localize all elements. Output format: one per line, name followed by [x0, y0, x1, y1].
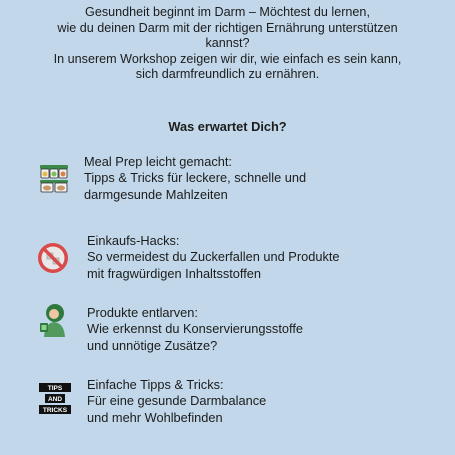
item-line: und mehr Wohlbefinden [87, 409, 223, 425]
shopper-icon [36, 303, 70, 337]
item-line: mit fragwürdigen Inhaltsstoffen [87, 265, 262, 281]
tips-tricks-icon [38, 382, 72, 416]
item-line: darmgesunde Mahlzeiten [84, 186, 228, 202]
item-line: Tipps & Tricks für leckere, schnelle und [84, 170, 307, 186]
intro-line: Gesundheit beginnt im Darm – Möchtest du lernen, [85, 5, 370, 19]
item-title: Einfache Tipps & Tricks: [87, 377, 224, 392]
item-text [87, 377, 266, 426]
badge-line-3: TRICKS [42, 407, 68, 414]
item-line: Für eine gesunde Darmbalance [87, 393, 267, 409]
badge-line-2: AND [47, 396, 63, 403]
intro-line: sich darmfreundlich zu ernähren. [135, 67, 320, 82]
item-text [87, 233, 340, 282]
intro-line: kannst? [205, 36, 250, 51]
item-title: Einkaufs-Hacks: [87, 233, 180, 248]
item-line: So vermeidest du Zuckerfallen und Produkte [87, 249, 340, 265]
item-title: Produkte entlarven: [87, 305, 198, 320]
badge-line-1: TIPS [47, 385, 63, 392]
item-text [87, 305, 303, 354]
meal-prep-icon [37, 162, 71, 196]
item-line: und unnötige Zusätze? [87, 337, 218, 353]
item-title: Meal Prep leicht gemacht: [84, 154, 232, 169]
section-heading: Was erwartet Dich? [168, 119, 287, 134]
item-line: Wie erkennst du Konservierungsstoffe [87, 321, 304, 337]
intro-text [0, 5, 455, 83]
intro-line: wie du deinen Darm mit der richtigen Ernährung unterstützen [57, 20, 398, 35]
item-text [84, 154, 306, 203]
intro-line: In unserem Workshop zeigen wir dir, wie einfach es sein kann, [53, 51, 402, 66]
no-sugar-icon [36, 241, 70, 275]
